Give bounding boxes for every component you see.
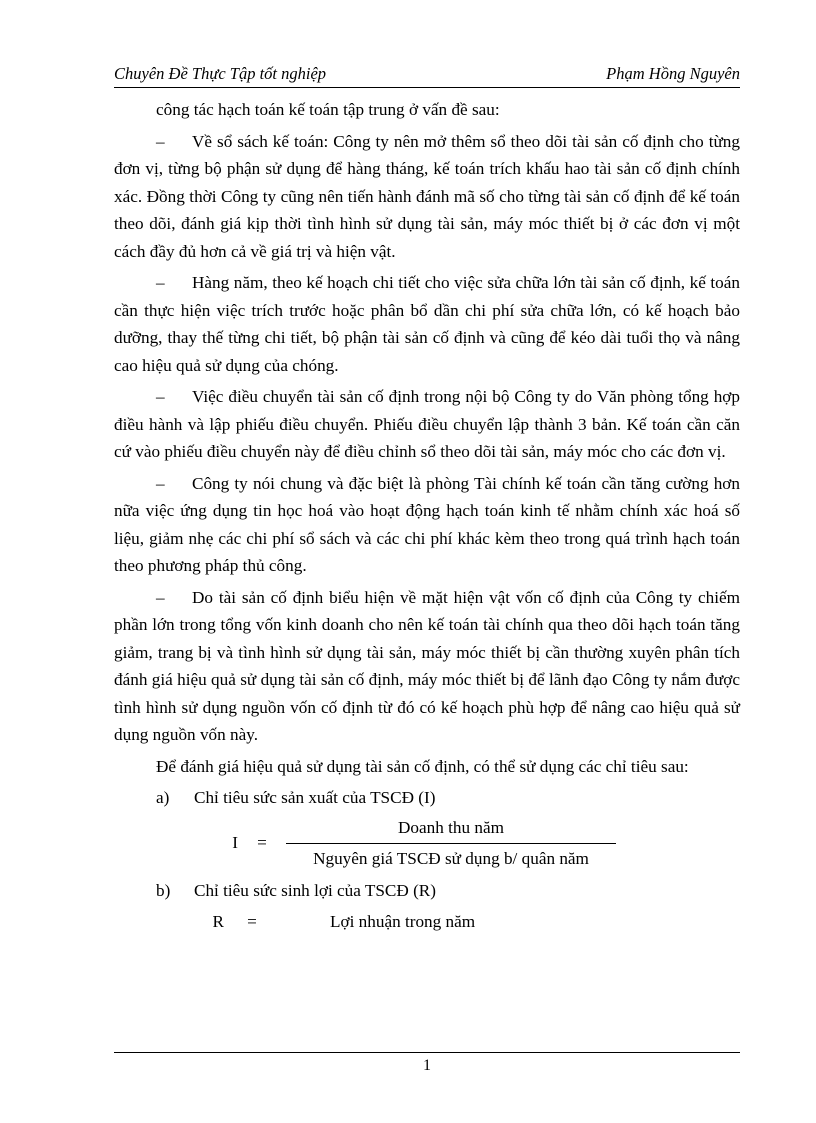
bullet-dash: – bbox=[156, 587, 165, 607]
list-item-text: Chỉ tiêu sức sản xuất của TSCĐ (I) bbox=[194, 788, 436, 807]
list-item-text: Chỉ tiêu sức sinh lợi của TSCĐ (R) bbox=[194, 880, 436, 900]
bullet-paragraph-1 bbox=[114, 128, 740, 266]
bullet-text: Việc điều chuyển tài sản cố định trong nội bộ Công ty do Văn phòng tổng hợp điều hành và lập phiếu điều chuyển. Phiếu điều chuyển lập thành 3 bản. Kế toán cần căn cứ vào phiếu điều chuyển này để điều chỉnh sổ theo dõi tài sản, máy móc cho các đơn vị. bbox=[114, 387, 740, 461]
bullet-paragraph-5 bbox=[114, 584, 740, 749]
formula-lhs: I bbox=[232, 833, 238, 853]
list-item-a bbox=[156, 784, 740, 812]
formula-lhs: R bbox=[212, 912, 224, 931]
page-footer bbox=[114, 1052, 740, 1075]
page-number: 1 bbox=[423, 1057, 431, 1074]
bullet-paragraph-3 bbox=[114, 383, 740, 466]
formula-denominator: Nguyên giá TSCĐ sử dụng b/ quân năm bbox=[313, 848, 589, 868]
bullet-text: Hàng năm, theo kế hoạch chi tiết cho việc sửa chữa lớn tài sản cố định, kế toán cần thực hiện việc trích trước hoặc phân bổ dần chi phí sửa chữa lớn, có kế hoạch bảo dưỡng, thay thế từng chi tiết, bộ phận tài sản cố định và cũng để kéo dài tuổi thọ và nâng cao hiệu quả sử dụng của chóng. bbox=[114, 273, 740, 375]
bullet-dash: – bbox=[156, 273, 165, 292]
fraction-bar bbox=[286, 843, 616, 844]
bullet-text: Do tài sản cố định biểu hiện về mặt hiện vật vốn cố định của Công ty chiếm phần lớn trong tổng vốn kinh doanh cho nên kế toán tài chính qua theo dõi hạch toán tăng giảm, trang bị và tình hình sử dụng tài sản, máy móc thiết bị cần thường xuyên phân tích đánh giá hiệu quả sử dụng tài sản cố định, máy móc thiết bị để lãnh đạo Công ty nắm được tình hình sử dụng nguồn vốn cố định từ đó có kế hoạch phù hợp để nâng cao hiệu quả sử dụng nguồn vốn này. bbox=[114, 587, 740, 744]
header-title: Chuyên Đề Thực Tập tốt nghiệp bbox=[114, 64, 327, 83]
bullet-paragraph-2 bbox=[114, 269, 740, 379]
header-author: Phạm Hồng Nguyên bbox=[606, 64, 740, 83]
list-item-label: a) bbox=[156, 788, 170, 807]
list-item-label: b) bbox=[156, 880, 171, 900]
intro-paragraph: công tác hạch toán kế toán tập trung ở vấn đề sau: bbox=[156, 100, 500, 119]
formula-numerator: Lợi nhuận trong năm bbox=[330, 912, 476, 931]
formula-equals: = bbox=[247, 912, 257, 931]
formula-fraction bbox=[286, 816, 616, 871]
bullet-paragraph-4 bbox=[114, 470, 740, 580]
bullet-text: Về sổ sách kế toán: Công ty nên mở thêm sổ theo dõi tài sản cố định cho từng đơn vị, từng bộ phận sử dụng để hàng tháng, kế toán trích khấu hao tài sản cố định chính xác. Đồng thời Công ty cũng nên tiến hành đánh mã số cho từng tài sản cố định để kế toán theo dõi, đánh giá kịp thời tình hình sử dụng tài sản, máy móc thiết bị ở các đơn vị một cách đầy đủ hơn cả về giá trị và hiện vật. bbox=[114, 131, 740, 261]
formula-a bbox=[114, 816, 740, 871]
formula-b bbox=[114, 908, 740, 936]
bullet-dash: – bbox=[156, 131, 165, 151]
bullet-text: Công ty nói chung và đặc biệt là phòng Tài chính kế toán cần tăng cường hơn nữa việc ứng dụng tin học hoá vào hoạt động hạch toán kinh tế nhằm chính xác hoá số liệu, giảm nhẹ các chi phí sổ sách và các chi phí khác kèm theo trong quá trình hạch toán theo phương pháp thủ công. bbox=[114, 473, 740, 575]
page-header bbox=[114, 64, 740, 88]
formula-equals: = bbox=[257, 833, 267, 853]
formula-numerator: Doanh thu năm bbox=[398, 817, 504, 837]
bullet-dash: – bbox=[156, 387, 165, 406]
lead-paragraph: Để đánh giá hiệu quả sử dụng tài sản cố định, có thể sử dụng các chỉ tiêu sau: bbox=[156, 756, 689, 776]
list-item-b bbox=[156, 877, 740, 905]
bullet-dash: – bbox=[156, 473, 165, 493]
page-body bbox=[114, 96, 740, 936]
